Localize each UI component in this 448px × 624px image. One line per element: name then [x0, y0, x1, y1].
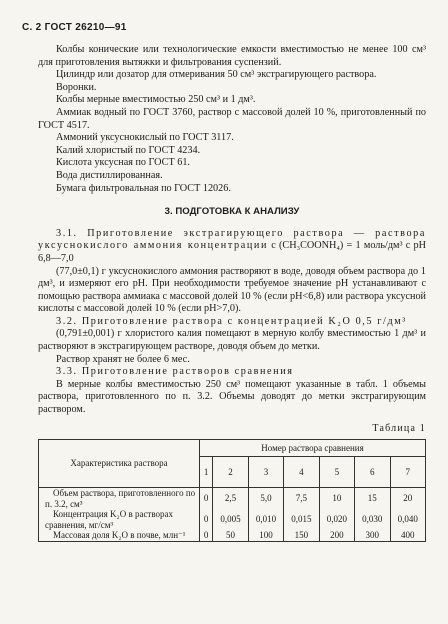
- table-cell: 100: [248, 530, 283, 541]
- column-number: 2: [213, 457, 248, 488]
- table-cell: 0: [200, 530, 213, 541]
- paragraph: (77,0±0,1) г уксуснокислого аммония растворяют в воде, доводя объем раствора до 1 дм³, и измеряют его pH. При необходимости требуемое значение pH устанавливают с помощью раствора аммиака с массовой долей 10 % (если pH<6,8) или раствора уксусной кислоты с массовой долей 10 % (если pH>7,0).: [38, 265, 426, 315]
- row-label: Концентрация K₂O в растворах сравнения, мг/см³: [39, 509, 200, 530]
- table-cell: 50: [213, 530, 248, 541]
- paragraph-3-3-heading: 3.3. Приготовление растворов сравнения: [56, 366, 294, 378]
- table-row: [39, 488, 426, 510]
- row-label: Объем раствора, приготовленного по п. 3.2, см³: [39, 488, 200, 510]
- page-header: С. 2 ГОСТ 26210—91: [22, 22, 127, 33]
- group-header: Номер раствора сравнения: [200, 440, 426, 457]
- paragraph: Кислота уксусная по ГОСТ 61.: [56, 157, 190, 169]
- table-cell: 2,5: [213, 488, 248, 510]
- table-cell: 10: [319, 488, 354, 510]
- paragraph: Колбы мерные вместимостью 250 см³ и 1 дм³.: [56, 94, 256, 106]
- table-caption: Таблица 1: [372, 422, 426, 434]
- table-header-row: [39, 440, 426, 457]
- paragraph-3-1-heading: [38, 228, 426, 266]
- column-number: 1: [200, 457, 213, 488]
- column-header: Характеристика раствора: [39, 440, 200, 488]
- table-cell: 300: [355, 530, 390, 541]
- table-cell: 0: [200, 509, 213, 530]
- column-number: 5: [319, 457, 354, 488]
- paragraph: Цилиндр или дозатор для отмеривания 50 см³ экстрагирующего раствора.: [56, 69, 377, 81]
- table-cell: 0,005: [213, 509, 248, 530]
- paragraph: Бумага фильтровальная по ГОСТ 12026.: [56, 182, 231, 194]
- table-cell: 0,020: [319, 509, 354, 530]
- table-cell: 0,040: [390, 509, 425, 530]
- table-cell: 20: [390, 488, 425, 510]
- paragraph: Вода дистиллированная.: [56, 169, 163, 181]
- paragraph: (0,791±0,001) г хлористого калия помещают в мерную колбу вместимостью 1 дм³ и растворяют в экстрагирующем растворе, доводя объем до метки.: [38, 328, 426, 353]
- formula: с (CH₃COONH₄) = 1 моль/дм³ с pH 6,8—7,0: [38, 240, 427, 264]
- paragraph: Калий хлористый по ГОСТ 4234.: [56, 144, 201, 156]
- table-cell: 0,030: [355, 509, 390, 530]
- table-cell: 7,5: [284, 488, 319, 510]
- table-cell: 0,015: [284, 509, 319, 530]
- paragraph: Аммиак водный по ГОСТ 3760, раствор с массовой долей 10 %, приготовленный по ГОСТ 4517.: [38, 106, 426, 131]
- table-cell: 200: [319, 530, 354, 541]
- column-number: 6: [355, 457, 390, 488]
- table-cell: 5,0: [248, 488, 283, 510]
- section-title: 3. ПОДГОТОВКА К АНАЛИЗУ: [164, 206, 300, 218]
- table-row: [39, 530, 426, 541]
- paragraph: Колбы конические или технологические емкости вместимостью не менее 100 см³ для приготовления вытяжки и фильтрования суспензий.: [38, 44, 426, 68]
- column-number: 4: [284, 457, 319, 488]
- paragraph: В мерные колбы вместимостью 250 см³ помещают указанные в табл. 1 объемы раствора, приготовленного по п. 3.2. Объемы доводят до метки экстрагирующим раствором.: [38, 378, 426, 416]
- column-number: 3: [248, 457, 283, 488]
- paragraph-3-2-heading: 3.2. Приготовление раствора с концентрацией K₂O 0,5 г/дм³: [56, 315, 407, 327]
- data-table: [38, 439, 426, 542]
- row-label: Массовая доля K₂O в почве, млн⁻¹: [39, 530, 200, 541]
- column-number: 7: [390, 457, 425, 488]
- paragraph: Воронки.: [56, 81, 97, 93]
- paragraph: Раствор хранят не более 6 мес.: [56, 353, 190, 365]
- paragraph: Аммоний уксуснокислый по ГОСТ 3117.: [56, 132, 234, 144]
- body-text: [38, 44, 426, 542]
- table-cell: 0: [200, 488, 213, 510]
- table-cell: 400: [390, 530, 425, 541]
- heading-spaced: 3.1. Приготовление экстрагирующего раствора — раствора уксуснокислого аммония концентрации: [38, 227, 426, 252]
- table-cell: 0,010: [248, 509, 283, 530]
- table-cell: 150: [284, 530, 319, 541]
- table-row: [39, 509, 426, 530]
- table-cell: 15: [355, 488, 390, 510]
